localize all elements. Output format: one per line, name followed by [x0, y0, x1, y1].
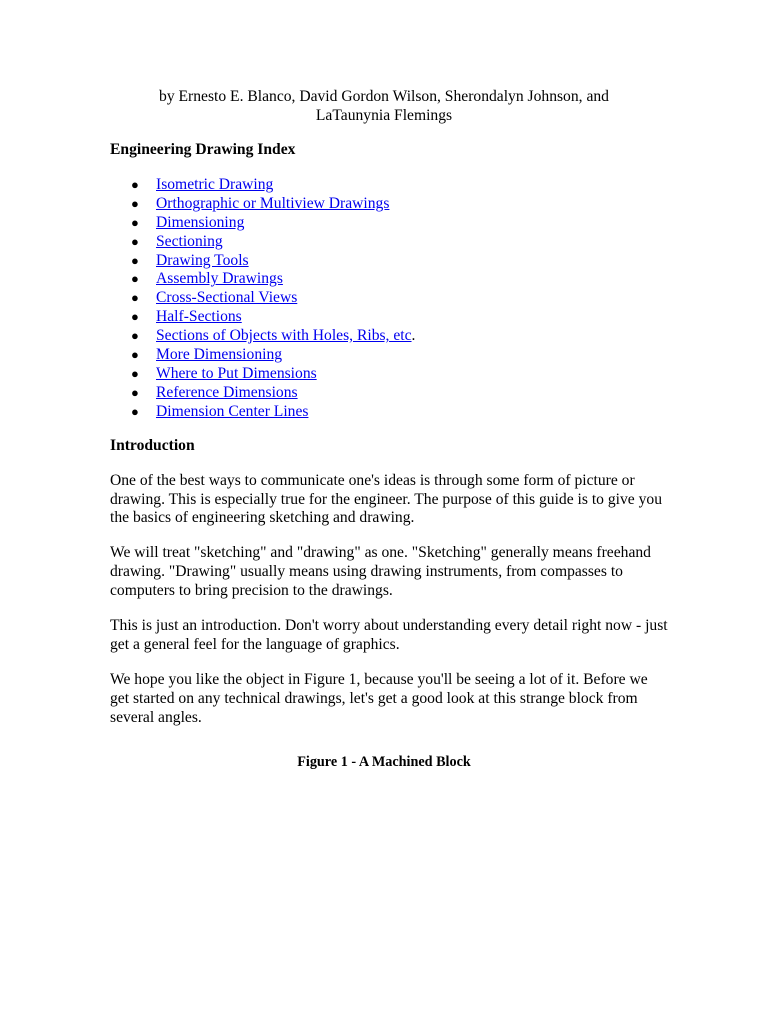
index-item: [131, 364, 670, 384]
bullet-icon: ●: [131, 290, 139, 306]
index-link-dimension-center-lines[interactable]: Dimension Center Lines: [156, 402, 309, 420]
index-item: [131, 232, 670, 252]
bullet-icon: ●: [131, 347, 139, 363]
index-item: [131, 175, 670, 195]
index-link-cross-sectional-views[interactable]: Cross-Sectional Views: [156, 289, 298, 307]
bullet-icon: ●: [131, 271, 139, 287]
bullet-icon: ●: [131, 233, 139, 249]
index-item: [131, 383, 670, 403]
bullet-icon: ●: [131, 195, 139, 211]
bullet-icon: ●: [131, 403, 139, 419]
index-item: [131, 251, 670, 271]
index-item: [131, 194, 670, 214]
index-item: [131, 213, 670, 233]
index-link-suffix: .: [411, 327, 416, 345]
index-list: [110, 176, 670, 422]
index-item: [131, 270, 670, 289]
intro-paragraph-2: We will treat "sketching" and "drawing" as one. "Sketching" generally means freehand drawing. "Drawing" usually means using drawing instruments, from compasses to computers to bring precision to the drawings.: [110, 544, 651, 600]
index-heading: Engineering Drawing Index: [110, 141, 296, 158]
index-link-orthographic-drawings[interactable]: Orthographic or Multiview Drawings: [156, 194, 390, 212]
index-link-sections-of-objects[interactable]: Sections of Objects with Holes, Ribs, etc: [156, 327, 412, 345]
index-link-reference-dimensions[interactable]: Reference Dimensions: [156, 383, 298, 401]
index-item: [131, 402, 670, 422]
author-line-1: by Ernesto E. Blanco, David Gordon Wilson, Sherondalyn Johnson, and: [159, 88, 609, 105]
index-item: [131, 327, 670, 346]
bullet-icon: ●: [131, 384, 139, 400]
author-line-2: LaTaunynia Flemings: [315, 107, 453, 124]
intro-paragraph-4: We hope you like the object in Figure 1, because you'll be seeing a lot of it. Before we get started on any technical drawings, let's get a good look at this strange block from several angles.: [110, 670, 648, 726]
index-link-assembly-drawings[interactable]: Assembly Drawings: [156, 270, 283, 288]
author-byline: [110, 87, 658, 125]
figure-caption: Figure 1 - A Machined Block: [297, 754, 471, 770]
bullet-icon: ●: [131, 176, 139, 192]
introduction-heading: Introduction: [110, 436, 195, 454]
index-link-isometric-drawing[interactable]: Isometric Drawing: [156, 175, 274, 193]
index-link-drawing-tools[interactable]: Drawing Tools: [156, 251, 249, 269]
index-item: [131, 346, 670, 365]
bullet-icon: ●: [131, 365, 139, 381]
index-link-where-to-put-dimensions[interactable]: Where to Put Dimensions: [156, 364, 317, 382]
index-link-half-sections[interactable]: Half-Sections: [156, 308, 242, 326]
bullet-icon: ●: [131, 214, 139, 230]
index-link-more-dimensioning[interactable]: More Dimensioning: [156, 346, 283, 364]
index-link-dimensioning[interactable]: Dimensioning: [156, 213, 245, 231]
bullet-icon: ●: [131, 252, 139, 268]
intro-paragraph-3: This is just an introduction. Don't worry about understanding every detail right now - just get a general feel for the language of graphics.: [110, 617, 668, 653]
intro-paragraph-1: One of the best ways to communicate one's ideas is through some form of picture or drawing. This is especially true for the engineer. The purpose of this guide is to give you the basics of engineering sketching and drawing.: [110, 471, 663, 527]
index-item: [131, 308, 670, 327]
main-content: [110, 141, 670, 728]
bullet-icon: ●: [131, 309, 139, 325]
bullet-icon: ●: [131, 328, 139, 344]
index-link-sectioning[interactable]: Sectioning: [156, 232, 223, 250]
index-item: [131, 289, 670, 308]
